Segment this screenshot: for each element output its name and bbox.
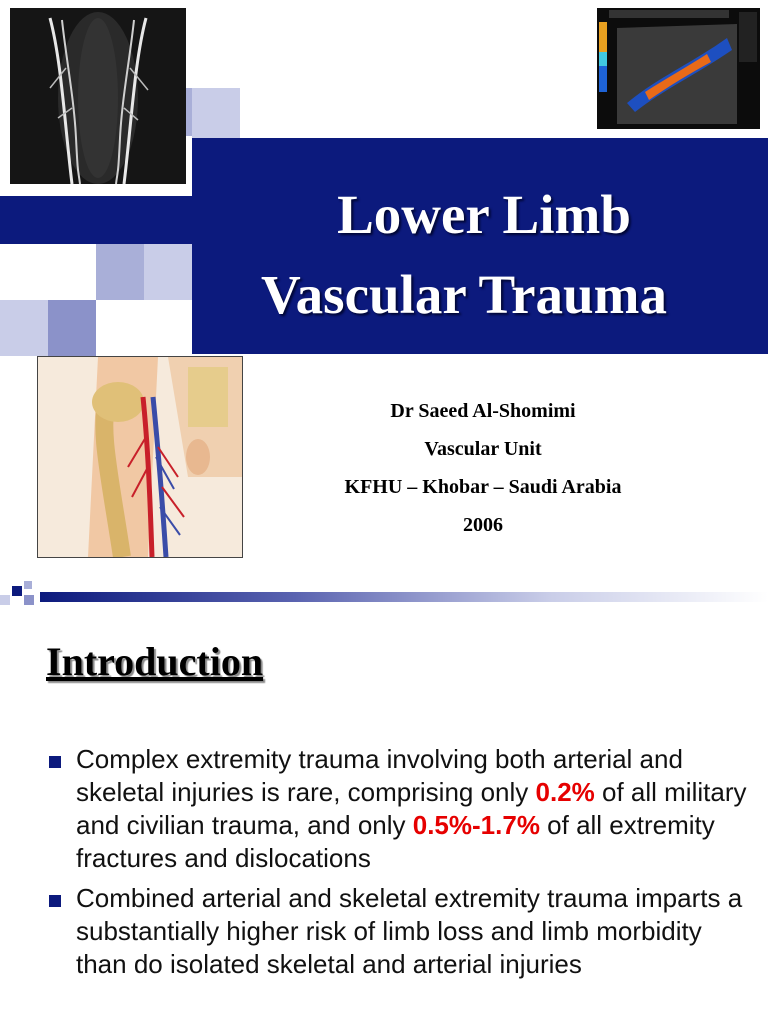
bullet-text: Combined arterial and skeletal extremity trauma imparts a substantially higher risk of limb loss and limb morbidity than do isolated skeletal and arterial injuries [76, 883, 743, 979]
author-institution: KFHU – Khobar – Saudi Arabia [344, 476, 622, 498]
decor-square [0, 595, 10, 605]
title-line-1: Lower Limb [337, 184, 631, 245]
author-unit: Vascular Unit [424, 438, 542, 460]
decor-square [12, 586, 22, 596]
bullet-text: of all extremity fractures and dislocations [76, 810, 715, 873]
bullet-list [46, 743, 756, 988]
decor-square [24, 595, 34, 605]
slide-title [200, 175, 768, 335]
title-band-left [0, 196, 192, 244]
presentation-year: 2006 [463, 514, 503, 536]
bullet-text: Complex extremity trauma involving both arterial and skeletal injuries is rare, comprising only [76, 744, 683, 807]
decor-square [96, 244, 144, 300]
bullet-item [46, 882, 756, 981]
percentage-highlight: 0.5%-1.7% [412, 810, 540, 840]
square-bullet-icon [49, 895, 61, 907]
author-name: Dr Saeed Al-Shomimi [390, 400, 576, 422]
percentage-highlight: 0.2% [535, 777, 595, 807]
bullet-text: of all military and civilian trauma, and only [76, 777, 747, 840]
decor-square [0, 300, 48, 356]
title-line-2: Vascular Trauma [261, 264, 667, 325]
doppler-ultrasound-image [597, 8, 760, 129]
author-block [256, 392, 710, 544]
square-bullet-icon [49, 756, 61, 768]
lower-limb-anatomy-illustration [37, 356, 243, 558]
separator-line [40, 592, 768, 602]
decor-square [24, 581, 32, 589]
decor-square [192, 88, 240, 138]
bullet-item [46, 743, 756, 875]
slide-heading: Introduction [46, 639, 264, 684]
intro-slide [0, 575, 768, 1024]
angiogram-image [10, 8, 186, 184]
decor-square [48, 300, 96, 356]
